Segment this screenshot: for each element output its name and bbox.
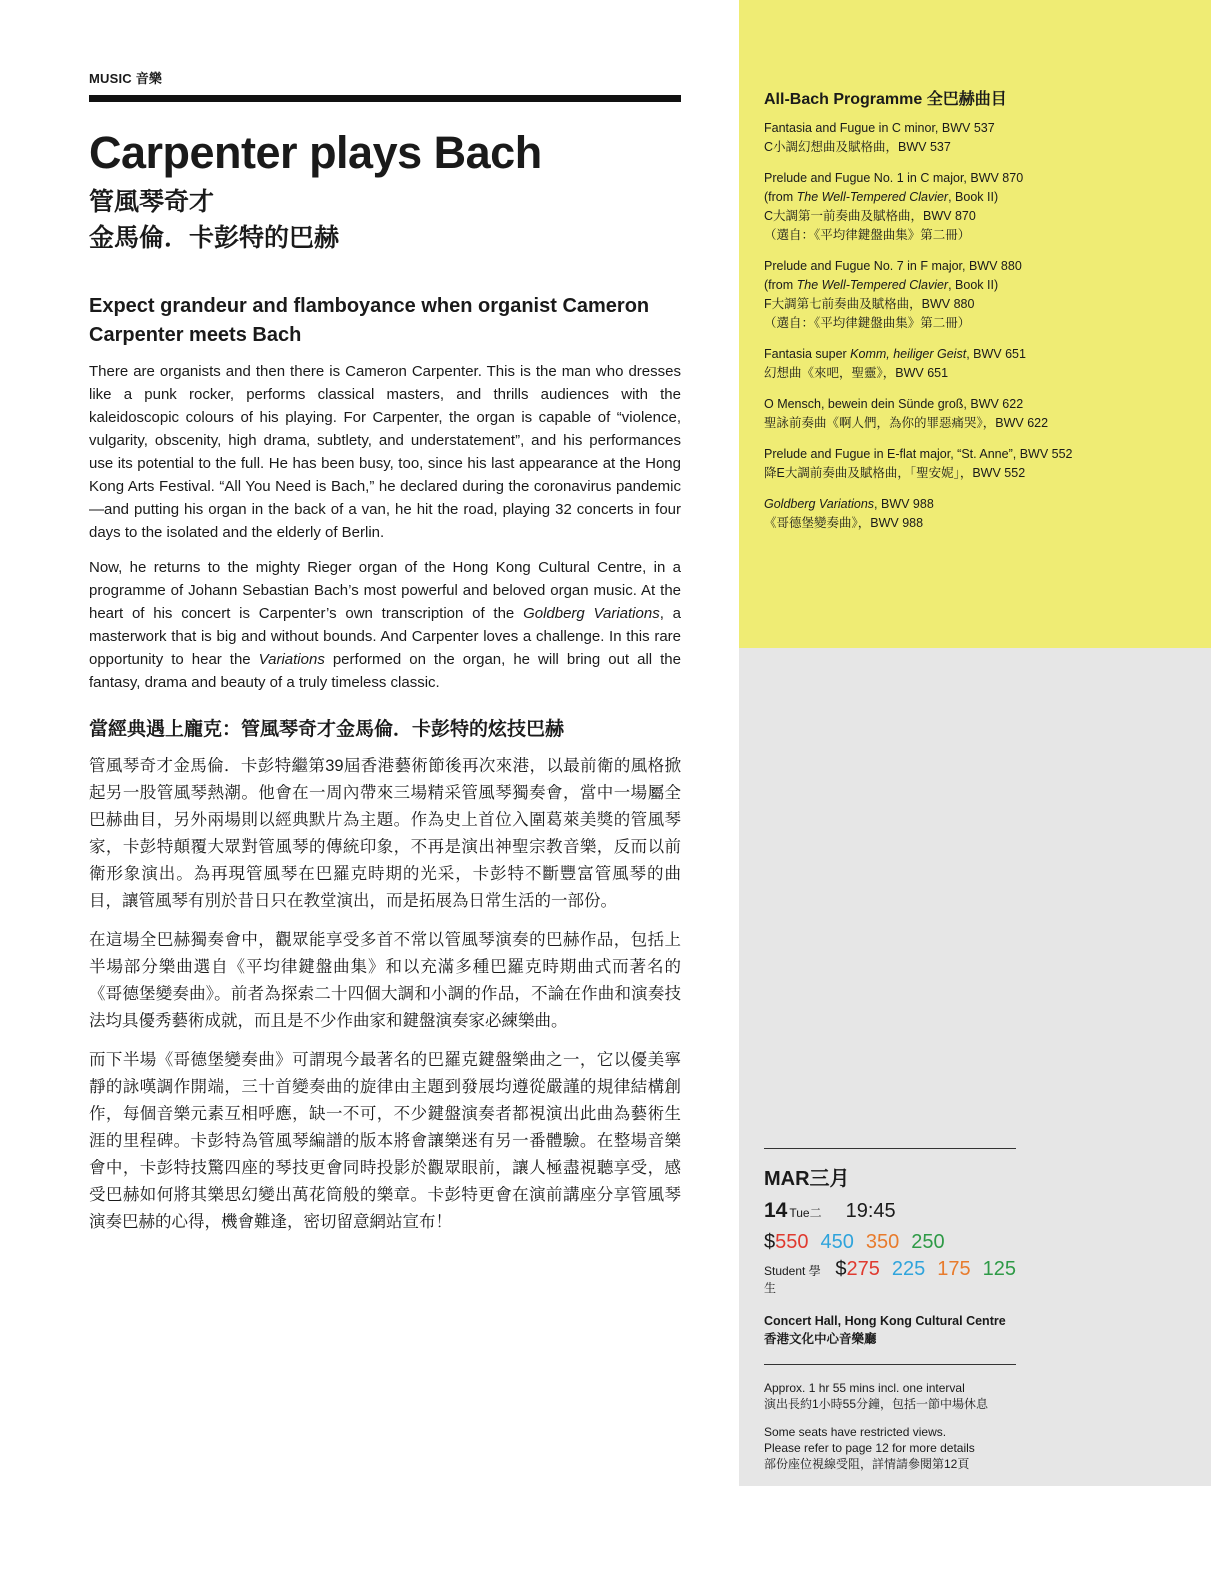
restricted-zh: 部份座位視線受阻，詳情請參閱第12頁 [764,1457,970,1471]
en-paragraph-1: There are organists and then there is Cameron Carpenter. This is the man who dresses like a punk rocker, performs classical masters, and thrills audiences with the kaleidoscopic colours of his playing. For Carpenter, the organ is capable of “violence, vulgarity, obscenity, high drama, subtlety, and understatement”, and his performances use its potential to the full. He has been busy, too, since his last appearance at the Hong Kong Arts Festival. “All You Need is Bach,” he declared during the coronavirus pandemic—and putting his organ in the back of a van, he hit the road, playing 32 concerts in four days to the isolated and the elderly of Berlin. [89,363,681,541]
source-prefix: (from [764,278,797,292]
work-title-en: Fantasia and Fugue in C minor, BWV 537 [764,121,995,135]
goldberg-title: Goldberg Variations [523,605,660,622]
programme-work [764,119,1194,157]
event-date [764,1199,1016,1223]
work-title-en: Prelude and Fugue in E-flat major, “St. Anne”, BWV 552 [764,447,1073,461]
work-source-zh: （選自：《平均律鍵盤曲集》第二冊） [764,228,971,242]
event-month: MAR三月 [764,1168,850,1190]
student-price-tier-1: $275 [835,1258,880,1280]
english-body [89,360,681,694]
en-p2-text-3: performed on the organ, he will bring out all the fantasy, drama and beauty of a truly timeless classic. [89,651,681,691]
work-title-zh: 幻想曲《來吧，聖靈》，BWV 651 [764,366,949,380]
event-notes [764,1380,1064,1472]
header-rule [89,95,681,102]
duration-en: Approx. 1 hr 55 mins incl. one interval [764,1381,965,1395]
en-p2-text-2: , a masterwork that is big and without bounds. And Carpenter loves a challenge. In this rare opportunity to hear the [89,605,681,668]
student-price-tier-2: 225 [891,1258,926,1280]
zh-title-line-1: 管風琴奇才 [89,187,215,216]
source-title: The Well-Tempered Clavier [796,190,949,204]
programme-list [764,86,1194,545]
work-source-zh: （選自：《平均律鍵盤曲集》第二冊） [764,316,971,330]
venue [764,1312,1016,1348]
divider [764,1364,1016,1365]
page-title: Carpenter plays Bach [89,127,542,178]
student-price-tier-4: 125 [982,1258,1016,1280]
venue-en: Concert Hall, Hong Kong Cultural Centre [764,1314,1006,1328]
student-prices [764,1258,1016,1296]
price-tier-1: $550 [764,1231,809,1253]
duration-zh: 演出長約1小時55分鐘，包括一節中場休息 [764,1397,989,1411]
price-tier-3: 350 [865,1231,900,1253]
work-title-zh: 聖詠前奏曲《啊人們，為你的罪惡痛哭》，BWV 622 [764,416,1049,430]
work-title-italic: Komm, heiliger Geist [850,347,967,361]
work-title-en [764,345,1194,364]
chinese-body [89,753,681,1236]
divider [764,1148,1016,1149]
work-source-en [764,276,1194,295]
restricted-en-2: Please refer to page 12 for more details [764,1441,975,1455]
zh-heading: 當經典遇上龐克：管風琴奇才金馬倫．卡彭特的炫技巴赫 [89,719,565,740]
en-p2-text-1: Now, he returns to the mighty Rieger organ of the Hong Kong Cultural Centre, in a programme of Johann Sebastian Bach’s most powerful and beloved organ music. At the heart of his concert is Carpenter’s own transcription of the [89,559,681,622]
zh-paragraph-3: 而下半場《哥德堡變奏曲》可謂現今最著名的巴羅克鍵盤樂曲之一，它以優美寧靜的詠嘆調作開端，三十首變奏曲的旋律由主題到發展均遵從嚴謹的規律結構創作，每個音樂元素互相呼應，缺一不可，不少鍵盤演奏者都視演出此曲為藝術生涯的里程碑。卡彭特為管風琴編譜的版本將會讓樂迷有另一番體驗。在整場音樂會中，卡彭特技驚四座的琴技更會同時投影於觀眾眼前，讓人極盡視聽享受，感受巴赫如何將其樂思幻變出萬花筒般的樂章。卡彭特更會在演前講座分享管風琴演奏巴赫的心得，機會難逢，密切留意網站宣布！ [89,1051,681,1231]
zh-paragraph-2: 在這場全巴赫獨奏會中，觀眾能享受多首不常以管風琴演奏的巴赫作品，包括上半場部分樂曲選自《平均律鍵盤曲集》和以充滿多種巴羅克時期曲式而著名的《哥德堡變奏曲》。前者為探索二十四個大調和小調的作品，不論在作曲和演奏技法均具優秀藝術成就，而且是不少作曲家和鍵盤演奏家必練樂曲。 [89,931,681,1030]
student-label: Student 學生 [764,1264,821,1295]
programme-work [764,169,1194,245]
programme-work [764,445,1194,483]
work-title-en [764,495,1194,514]
ticket-prices [764,1231,1016,1254]
programme-work [764,395,1194,433]
programme-work [764,345,1194,383]
work-source-en [764,188,1194,207]
event-details [764,1148,1016,1484]
source-title: The Well-Tempered Clavier [796,278,949,292]
programme-work [764,257,1194,333]
work-title-zh: 《哥德堡變奏曲》，BWV 988 [764,516,924,530]
programme-heading: All-Bach Programme 全巴赫曲目 [764,91,1007,108]
section-label: MUSIC 音樂 [89,71,163,86]
work-title-suffix: , BWV 988 [874,497,934,511]
work-title-zh: 降E大調前奏曲及賦格曲，「聖安妮」，BWV 552 [764,466,1026,480]
work-title-en: Prelude and Fugue No. 1 in C major, BWV 870 [764,171,1024,185]
zh-title-line-2: 金馬倫．卡彭特的巴赫 [89,223,340,252]
work-title-zh: C小調幻想曲及賦格曲，BWV 537 [764,140,951,154]
source-suffix: , Book II) [948,190,999,204]
zh-paragraph-1: 管風琴奇才金馬倫．卡彭特繼第39屆香港藝術節後再次來港，以最前衛的風格掀起另一股管風琴熱潮。他會在一周內帶來三場精采管風琴獨奏會，當中一場屬全巴赫曲目，另外兩場則以經典默片為主題。作為史上首位入圍葛萊美獎的管風琴家，卡彭特顛覆大眾對管風琴的傳統印象，不再是演出神聖宗教音樂，反而以前衛形象演出。為再現管風琴在巴羅克時期的光采，卡彭特不斷豐富管風琴的曲目，讓管風琴有別於昔日只在教堂演出，而是拓展為日常生活的一部份。 [89,757,681,910]
currency-symbol: $ [835,1258,847,1280]
work-title-prefix: Fantasia super [764,347,851,361]
venue-zh: 香港文化中心音樂廳 [764,1332,877,1346]
article [89,68,681,1248]
work-title-suffix: , BWV 651 [966,347,1026,361]
work-title-zh: F大調第七前奏曲及賦格曲，BWV 880 [764,297,975,311]
work-title-en: O Mensch, bewein dein Sünde groß, BWV 622 [764,397,1024,411]
student-price-tier-3: 175 [937,1258,971,1280]
subheading: Expect grandeur and flamboyance when organist Cameron Carpenter meets Bach [89,295,650,346]
price-tier-4: 250 [911,1231,945,1253]
price-tier-2: 450 [820,1231,854,1253]
work-title-zh: C大調第一前奏曲及賦格曲，BWV 870 [764,209,976,223]
currency-symbol: $ [764,1231,776,1253]
event-weekday: Tue二 [789,1206,822,1220]
programme-work [764,495,1194,533]
work-title-en: Prelude and Fugue No. 7 in F major, BWV 880 [764,259,1022,273]
event-time: 19:45 [845,1200,896,1222]
source-suffix: , Book II) [948,278,999,292]
student-ticket-prices [835,1258,1016,1281]
source-prefix: (from [764,190,797,204]
event-day: 14 [764,1199,788,1222]
variations-title: Variations [258,651,325,668]
restricted-view-note [764,1424,1064,1472]
en-paragraph-2 [89,556,681,694]
duration-note [764,1380,1064,1412]
restricted-en-1: Some seats have restricted views. [764,1425,947,1439]
work-title-italic: Goldberg Variations [764,497,875,511]
